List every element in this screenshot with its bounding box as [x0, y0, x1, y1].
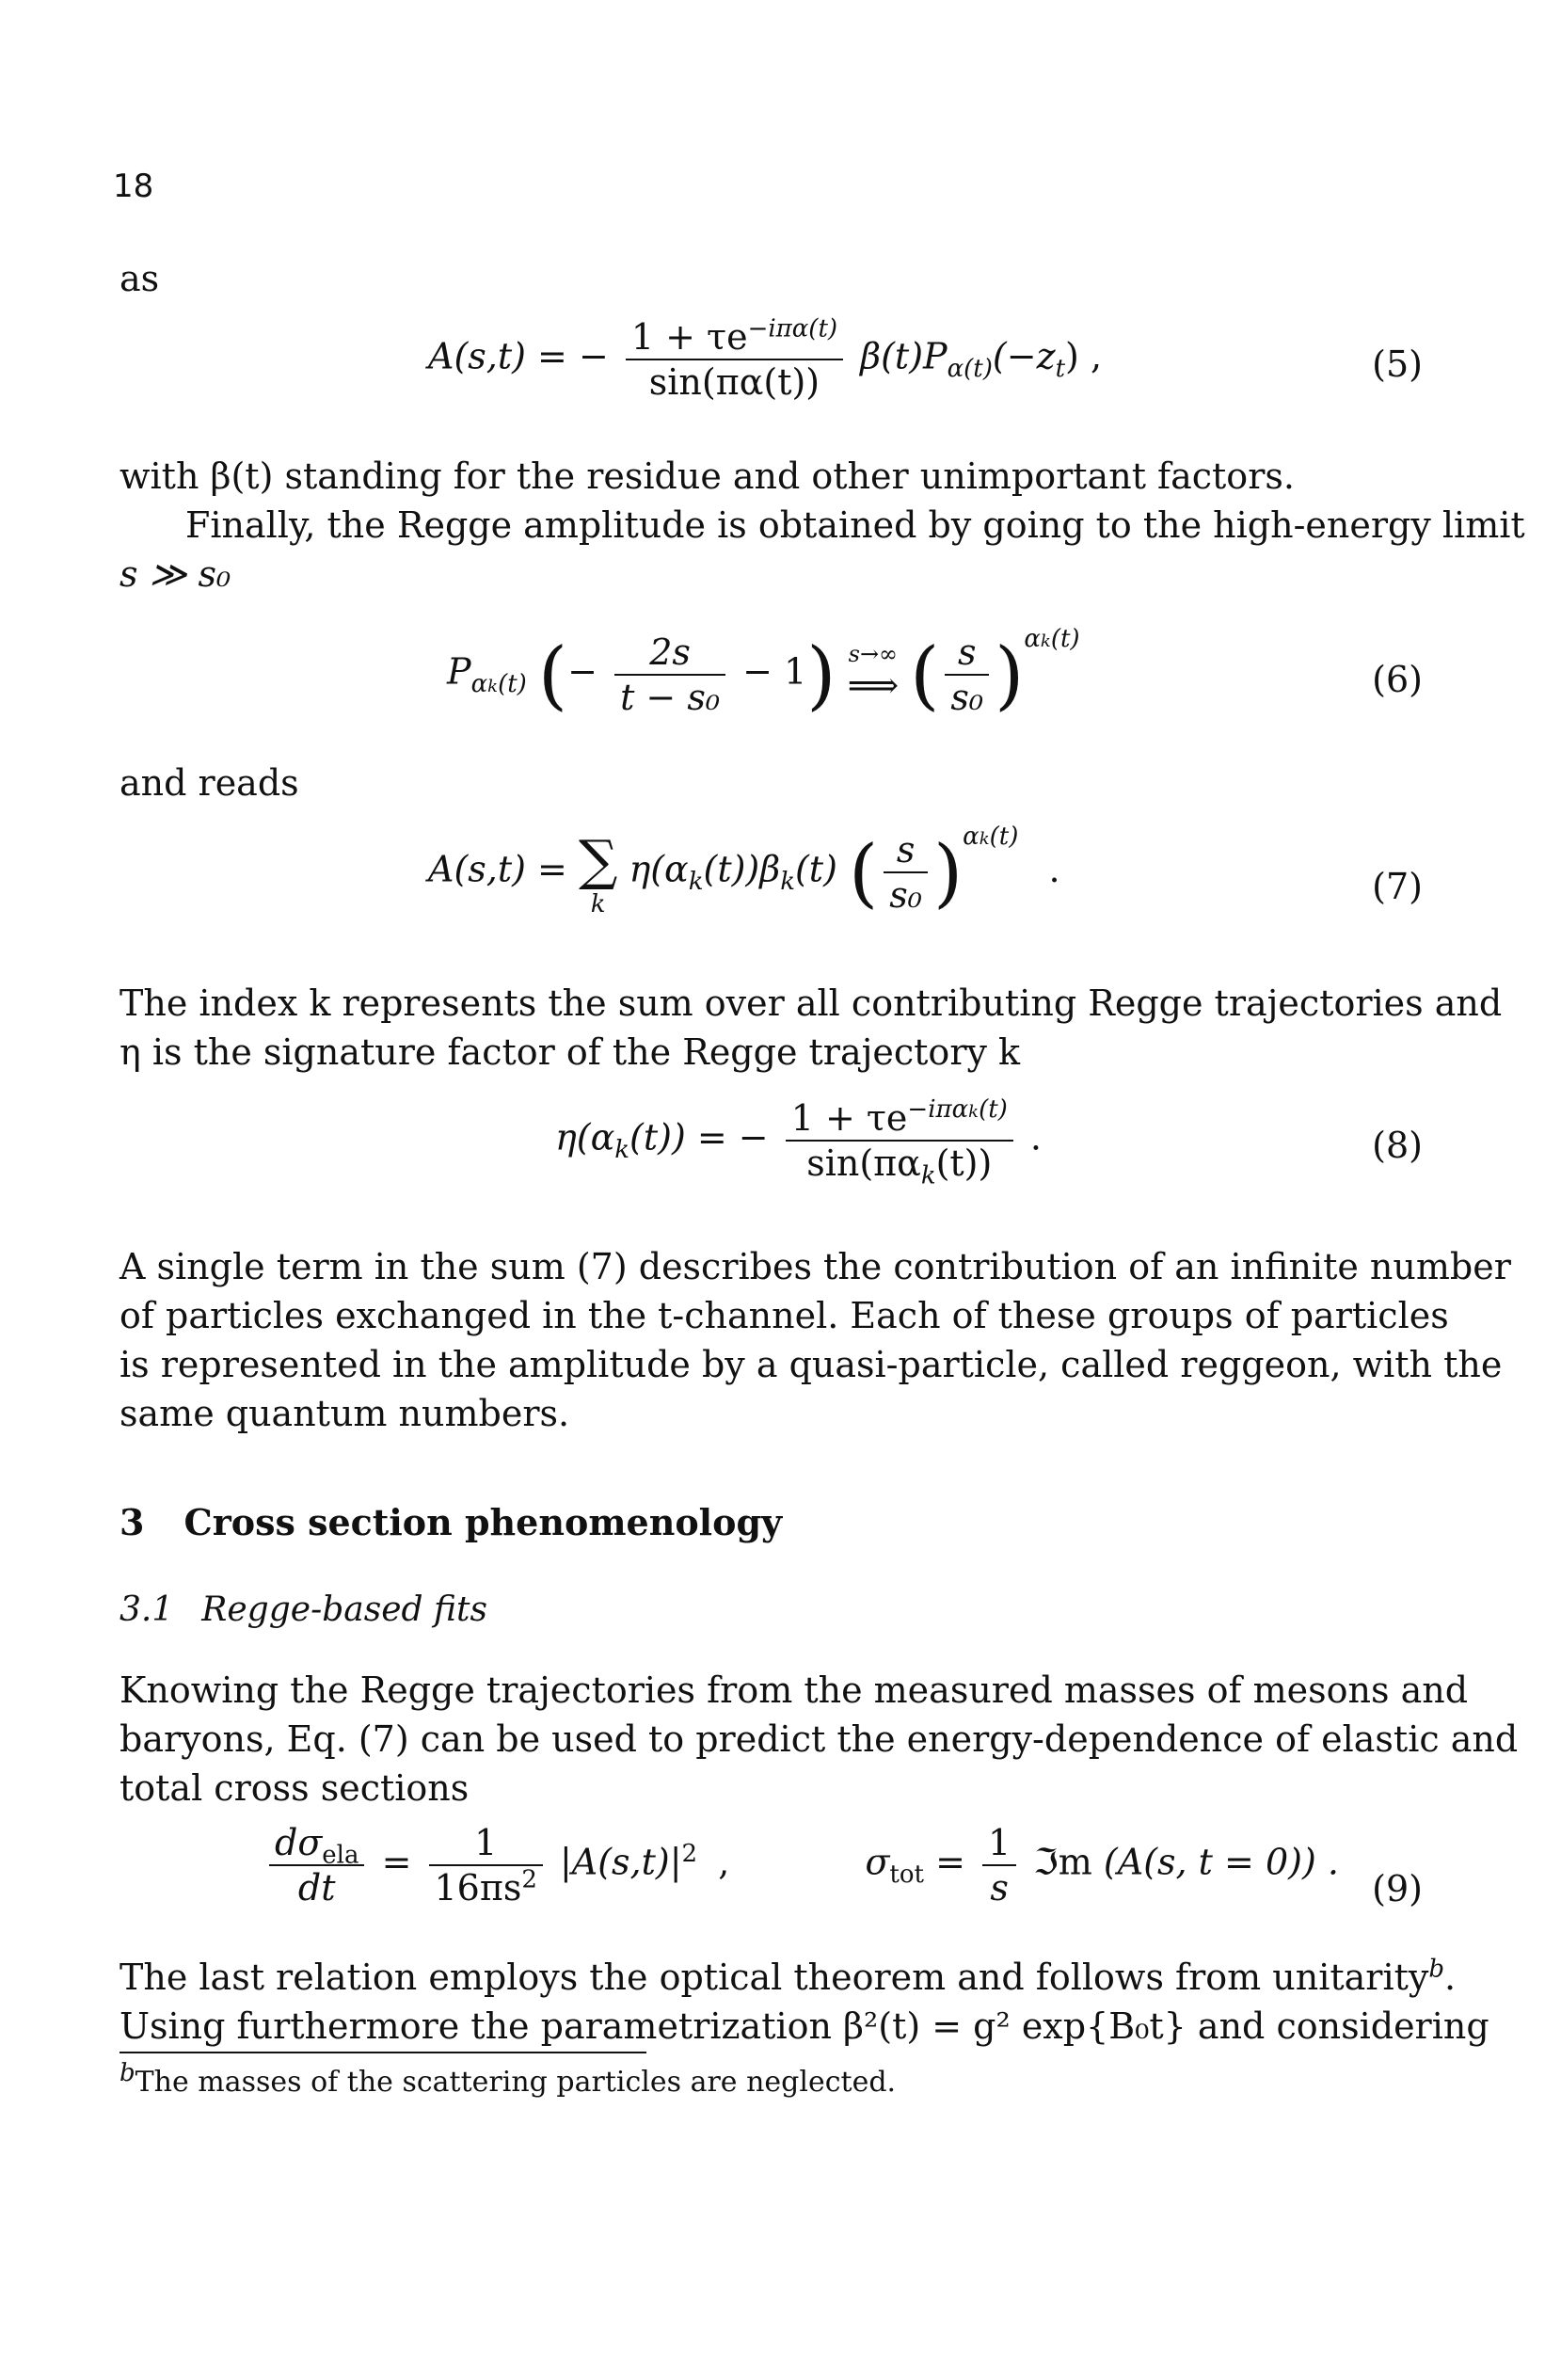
eq5-rhs: β(t)P	[860, 335, 948, 377]
eq8-den-text: sin(πα	[806, 1142, 921, 1184]
eq5-lhs: A(s,t) = −	[428, 335, 609, 377]
eq9-abs-sup: 2	[681, 1839, 698, 1868]
eq9-derivative	[269, 1821, 364, 1909]
eq9-eq2: =	[935, 1841, 965, 1883]
text-line: of particles exchanged in the t-channel. Each of these groups of particles	[119, 1295, 1449, 1336]
eq8-den-sub: k	[920, 1161, 936, 1190]
eq9-den-group	[429, 1866, 543, 1909]
eq9-d-den: dt	[297, 1867, 336, 1909]
eq7-fraction	[884, 828, 928, 917]
eq8-fraction	[786, 1095, 1013, 1190]
eq6-frac2-num: s	[945, 631, 989, 676]
eq7-body-sub: k	[688, 868, 704, 897]
eq9-d-num-group	[269, 1821, 364, 1870]
eq8-denominator	[786, 1142, 1013, 1190]
equation-5	[428, 315, 1102, 404]
equation-8-label: (8)	[1372, 1125, 1423, 1166]
eq9-one: 1	[429, 1821, 543, 1866]
eq7-exp-end: (t)	[989, 822, 1019, 851]
paragraph-single-term	[119, 1242, 1511, 1438]
section-number: 3	[119, 1501, 145, 1543]
paragraph-and-reads	[119, 759, 1426, 807]
eq6-lhs-sub2: k	[487, 677, 499, 697]
paragraph-as	[119, 254, 1426, 303]
eq9-im: ℑm	[1033, 1841, 1092, 1883]
eq8-tail: .	[1029, 1116, 1043, 1158]
text-line: The index k represents the sum over all contributing Regge trajectories and	[119, 982, 1503, 1024]
eq5-num-sup: −iπα(t)	[747, 314, 838, 343]
eq6-inner-pre: −	[567, 650, 597, 693]
equation-8	[555, 1095, 1043, 1190]
footnote-text: The masses of the scattering particles are neglected.	[135, 2066, 897, 2099]
footnote-mark: b	[119, 2059, 135, 2087]
equation-9-label: (9)	[1372, 1868, 1423, 1909]
eq8-num-sup-sub: k	[968, 1102, 980, 1123]
equation-7	[428, 822, 1060, 918]
eq6-lhs-sub: α	[470, 670, 488, 699]
text-line: Knowing the Regge trajectories from the measured masses of mesons and	[119, 1669, 1469, 1711]
eq9-d-num: dσ	[275, 1822, 323, 1863]
text-line: and reads	[119, 762, 299, 804]
text-line: Using furthermore the parametrization β²(t) = g² exp{B₀t} and considering	[119, 2005, 1489, 2047]
eq6-exp-sub: k	[1040, 631, 1051, 651]
eq9-sigma-sub: tot	[889, 1861, 924, 1890]
eq8-numerator	[786, 1096, 1013, 1142]
eq5-fraction	[626, 315, 843, 404]
eq7-lhs: A(s,t) =	[428, 848, 567, 890]
eq6-arrow-label: s→∞	[848, 641, 899, 667]
eq9-comma: ,	[718, 1841, 730, 1883]
eq6-exponent	[1024, 625, 1079, 653]
eq6-lhs-sub3: (t)	[498, 670, 527, 699]
eq5-rhs-sub: α(t)	[947, 355, 993, 384]
eq6-arrow	[847, 641, 900, 706]
eq7-frac-den: s₀	[889, 874, 922, 916]
eq8-num-sup-end: (t)	[979, 1095, 1008, 1125]
eq7-exp: α	[963, 822, 980, 851]
eq7-sum-index: k	[590, 890, 606, 918]
eq8-num-sup: −iπα	[907, 1095, 969, 1125]
eq7-sum	[579, 828, 617, 917]
paragraph-last	[119, 1953, 1489, 2051]
paragraph-knowing	[119, 1666, 1519, 1813]
text-line: is represented in the amplitude by a quasi-particle, called reggeon, with the	[119, 1344, 1503, 1385]
eq7-exponent	[963, 823, 1018, 851]
eq9-fraction-2	[982, 1821, 1016, 1909]
eq6-lhs: P	[447, 650, 471, 693]
eq5-rhs-end: (−z	[992, 335, 1056, 377]
eq8-num-text: 1 + τe	[790, 1097, 908, 1139]
eq7-body-mid: (t))β	[703, 848, 781, 890]
eq9-fraction	[429, 1821, 543, 1909]
eq5-rhs-close: ) ,	[1065, 335, 1103, 377]
footnote-rule	[119, 2052, 646, 2053]
eq7-sum-symbol: ∑	[578, 828, 618, 892]
eq6-fraction	[614, 631, 725, 719]
eq5-rhs-end-sub: t	[1055, 355, 1066, 384]
eq8-lhs-end: (t)) = −	[629, 1116, 769, 1158]
eq5-denominator: sin(πα(t))	[648, 361, 820, 403]
eq6-exp: α	[1024, 624, 1041, 653]
eq8-lhs: η(α	[555, 1116, 615, 1158]
text-line	[119, 1953, 1457, 2002]
eq7-body: η(α	[629, 848, 689, 890]
eq7-body-sub2: k	[780, 868, 795, 897]
text-line: total cross sections	[119, 1767, 470, 1809]
eq7-frac-num: s	[884, 828, 928, 873]
text-line: baryons, Eq. (7) can be used to predict the energy-dependence of elastic and	[119, 1718, 1519, 1760]
eq7-exp-sub: k	[979, 828, 990, 849]
equation-6-label: (6)	[1372, 659, 1423, 700]
eq5-numerator	[626, 315, 843, 360]
eq8-num-sup-group	[907, 1095, 1007, 1124]
eq6-open-paren-2: (	[910, 631, 940, 719]
last-1-end: .	[1444, 1957, 1457, 1998]
eq9-one2: 1	[982, 1821, 1016, 1866]
subsection-title: Regge-based fits	[201, 1590, 487, 1629]
paragraph-beta	[119, 452, 1525, 599]
section-title: Cross section phenomenology	[183, 1501, 783, 1543]
section-heading	[119, 1501, 782, 1543]
eq9-den2: 16πs	[434, 1867, 522, 1909]
eq6-close-paren-2: )	[995, 631, 1025, 719]
last-1-text: The last relation employs the optical theorem and follows from unitarity	[119, 1957, 1429, 1998]
footnote	[119, 2059, 897, 2099]
equation-7-label: (7)	[1372, 866, 1423, 907]
eq6-fraction-2	[945, 631, 989, 719]
paragraph-index	[119, 979, 1503, 1077]
text-line: η is the signature factor of the Regge trajectory k	[119, 1031, 1021, 1073]
eq9-s: s	[990, 1867, 1009, 1909]
subsection-heading	[119, 1590, 487, 1629]
page-number: 18	[113, 168, 154, 205]
eq9-d-num-sub: ela	[322, 1841, 359, 1870]
eq7-body-end: (t)	[794, 848, 837, 890]
eq6-denominator: t − s₀	[620, 677, 721, 718]
eq6-frac2-den: s₀	[950, 677, 984, 718]
eq8-den-end: (t))	[935, 1142, 993, 1184]
eq7-tail: .	[1048, 848, 1060, 890]
eq9-sigma: σ	[865, 1841, 890, 1883]
eq9-im-arg: (A(s, t = 0)) .	[1103, 1841, 1339, 1883]
equation-6	[447, 624, 1080, 719]
eq9-den2-sup: 2	[521, 1865, 537, 1894]
eq5-num-text: 1 + τe	[630, 316, 748, 358]
text-line: same quantum numbers.	[119, 1393, 570, 1434]
text-line: as	[119, 258, 160, 299]
eq6-open-paren: (	[537, 631, 568, 719]
eq9-abs: |A(s,t)|	[559, 1841, 682, 1883]
subsection-number: 3.1	[119, 1590, 174, 1629]
eq6-exp-end: (t)	[1050, 624, 1080, 653]
eq6-close-paren: )	[806, 631, 836, 719]
footnote-ref: b	[1428, 1955, 1444, 1984]
equation-5-label: (5)	[1372, 343, 1423, 385]
eq6-numerator: 2s	[614, 631, 725, 676]
eq7-open-paren: (	[849, 828, 879, 917]
eq6-arrow-symbol: ⟹	[847, 664, 900, 706]
eq7-close-paren: )	[932, 828, 964, 917]
text-line: with β(t) standing for the residue and other unimportant factors.	[119, 455, 1295, 497]
eq6-lhs-sub-group	[471, 670, 527, 698]
text-line: s ≫ s₀	[119, 553, 231, 595]
eq6-inner-post: − 1	[742, 650, 807, 693]
eq8-lhs-sub: k	[614, 1136, 630, 1165]
text-line: Finally, the Regge amplitude is obtained by going to the high-energy limit	[185, 504, 1525, 546]
eq9-eq: =	[381, 1841, 412, 1883]
equation-9	[263, 1821, 1339, 1909]
text-line: A single term in the sum (7) describes the contribution of an infinite number	[119, 1246, 1511, 1287]
